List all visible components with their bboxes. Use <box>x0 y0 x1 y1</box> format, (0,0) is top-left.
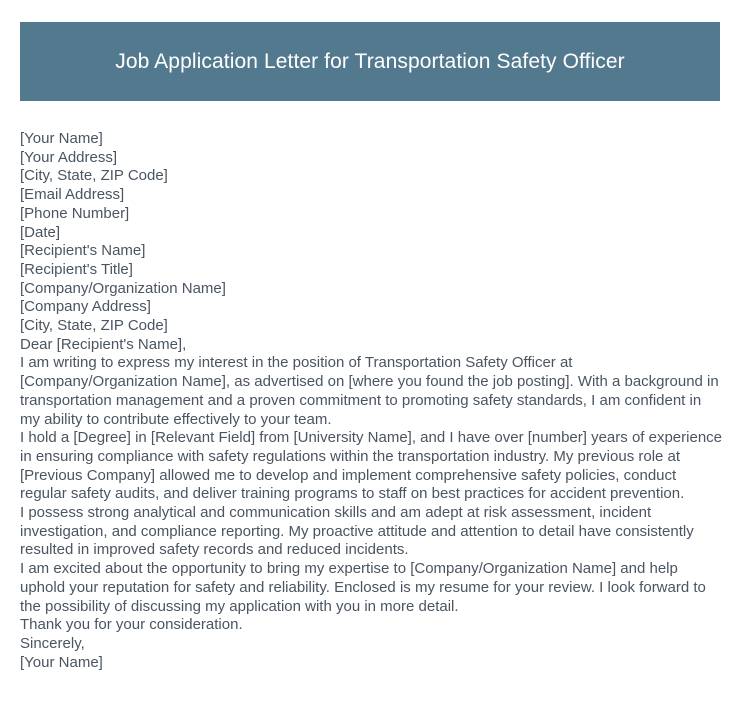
sender-name-line: [Your Name] <box>20 130 103 147</box>
sender-city-state-zip-line: [City, State, ZIP Code] <box>20 167 168 185</box>
letter-body <box>20 130 722 672</box>
recipient-company-line: [Company/Organization Name] <box>20 279 226 297</box>
signature-line: [Your Name] <box>20 653 103 671</box>
body-paragraph-3: I possess strong analytical and communication skills and am adept at risk assessment, incident investigation, and compliance reporting. My proactive attitude and attention to detail have consistently resulted in improved safety records and reduced incidents. <box>20 504 694 559</box>
recipient-address-line: [Company Address] <box>20 298 151 316</box>
thank-you-line: Thank you for your consideration. <box>20 616 243 634</box>
body-paragraph-2: I hold a [Degree] in [Relevant Field] from [University Name], and I have over [number] years of experience in ensuring compliance with safety regulations within the transportation industry. My previous role at [Previous Company] allowed me to develop and implement comprehensive safety policies, conduct regular safety audits, and deliver training programs to staff on best practices for accident prevention. <box>20 429 722 503</box>
sender-address-line: [Your Address] <box>20 148 118 166</box>
body-paragraph-4: I am excited about the opportunity to bring my expertise to [Company/Organization Name] and help uphold your reputation for safety and reliability. Enclosed is my resume for your review. I look forward to the possibility of discussing my application with you in more detail. <box>20 560 706 615</box>
sender-phone-line: [Phone Number] <box>20 204 130 222</box>
letter-date-line: [Date] <box>20 223 61 241</box>
letter-header-banner <box>20 22 720 101</box>
closing-line: Sincerely, <box>20 634 85 652</box>
body-paragraph-1: I am writing to express my interest in the position of Transportation Safety Officer at [Company/Organization Name], as advertised on [where you found the job posting]. With a background in transportation management and a proven commitment to promoting safety standards, I am confident in my ability to contribute effectively to your team. <box>20 354 719 428</box>
sender-email-line: [Email Address] <box>20 186 125 204</box>
recipient-city-state-zip-line: [City, State, ZIP Code] <box>20 317 168 335</box>
page-title: Job Application Letter for Transportation Safety Officer <box>115 49 625 73</box>
recipient-name-line: [Recipient's Name] <box>20 242 146 260</box>
recipient-title-line: [Recipient's Title] <box>20 260 133 278</box>
salutation-line: Dear [Recipient's Name], <box>20 335 187 353</box>
